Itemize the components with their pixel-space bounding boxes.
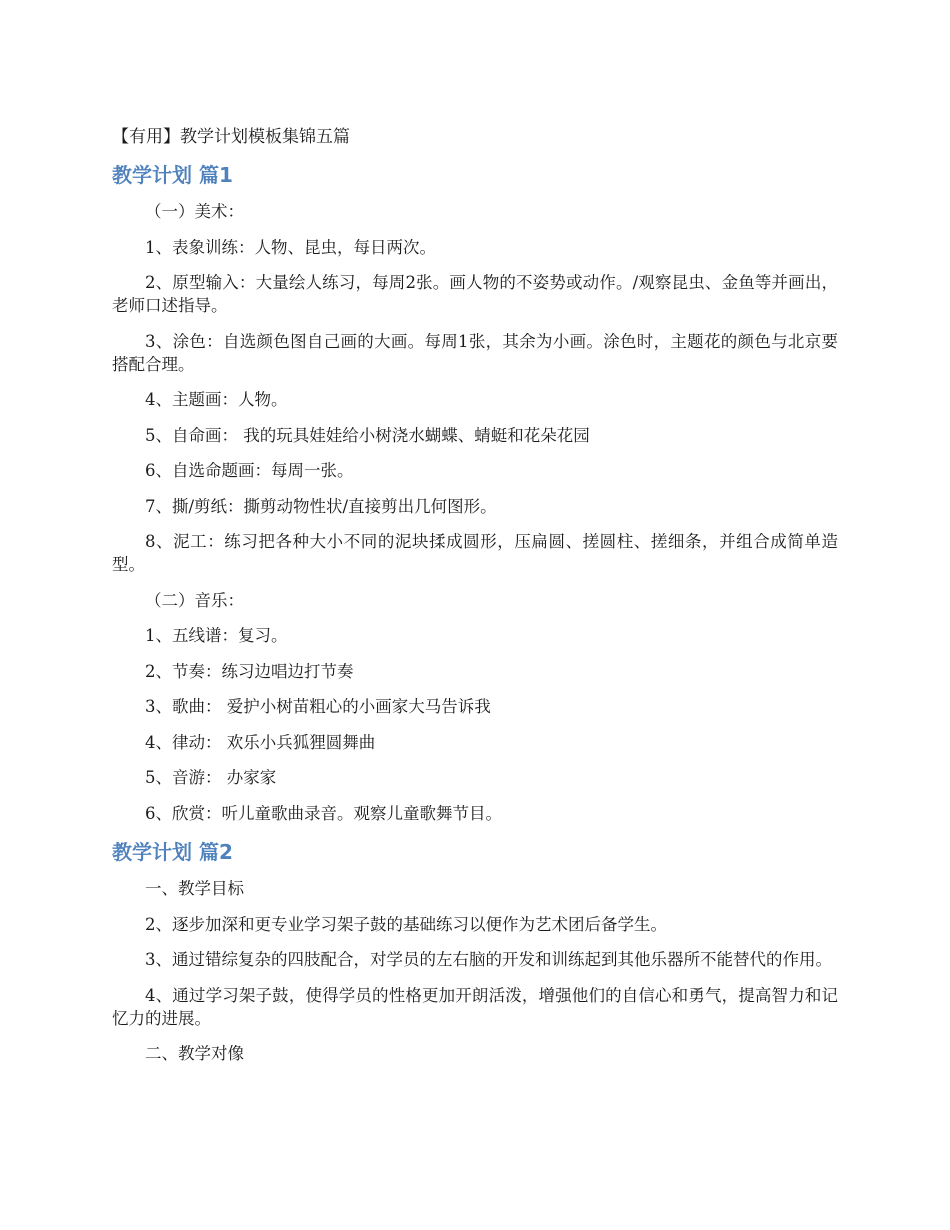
paragraph: 4、律动： 欢乐小兵狐狸圆舞曲: [145, 732, 376, 752]
paragraph: 2、逐步加深和更专业学习架子鼓的基础练习以便作为艺术团后备学生。: [145, 914, 667, 934]
section-heading: 教学计划 篇2: [112, 840, 233, 864]
paragraph: 1、五线谱：复习。: [145, 626, 288, 645]
paragraph: 6、自选命题画：每周一张。: [145, 461, 354, 480]
paragraph: 5、自命画： 我的玩具娃娃给小树浇水蝴蝶、蜻蜓和花朵花园: [145, 425, 590, 445]
paragraph: 2、原型输入：大量绘人练习，每周2张。画人物的不姿势或动作。/观察昆虫、金鱼等并画出，老师口述指导。: [112, 273, 838, 315]
document-title: 【有用】教学计划模板集锦五篇: [112, 127, 350, 147]
section-1: [112, 160, 838, 825]
document-page: [112, 124, 838, 1078]
paragraph: 二、教学对像: [145, 1044, 244, 1063]
paragraph: （一）美术：: [145, 202, 244, 221]
section-2: [112, 837, 838, 1065]
paragraph: 1、表象训练：人物、昆虫，每日两次。: [145, 237, 436, 257]
paragraph: 3、歌曲： 爱护小树苗粗心的小画家大马告诉我: [145, 697, 491, 716]
paragraph: 3、通过错综复杂的四肢配合，对学员的左右脑的开发和训练起到其他乐器所不能替代的作用。: [145, 950, 832, 969]
paragraph: 4、通过学习架子鼓，使得学员的性格更加开朗活泼，增强他们的自信心和勇气，提高智力和记忆力的进展。: [112, 985, 838, 1028]
paragraph: 3、涂色：自选颜色图自己画的大画。每周1张，其余为小画。涂色时，主题花的颜色与北京要搭配合理。: [112, 331, 838, 374]
paragraph: 4、主题画：人物。: [145, 390, 288, 409]
paragraph: 6、欣赏：听儿童歌曲录音。观察儿童歌舞节目。: [145, 803, 502, 823]
paragraph: 2、节奏：练习边唱边打节奏: [145, 661, 354, 681]
paragraph: （二）音乐：: [145, 590, 244, 610]
section-heading: 教学计划 篇1: [112, 163, 233, 187]
paragraph: 5、音游： 办家家: [145, 768, 277, 787]
paragraph: 7、撕/剪纸：撕剪动物性状/直接剪出几何图形。: [145, 496, 497, 516]
paragraph: 一、教学目标: [145, 879, 244, 898]
paragraph: 8、泥工：练习把各种大小不同的泥块揉成圆形，压扁圆、搓圆柱、搓细条，并组合成简单造型。: [112, 532, 838, 574]
